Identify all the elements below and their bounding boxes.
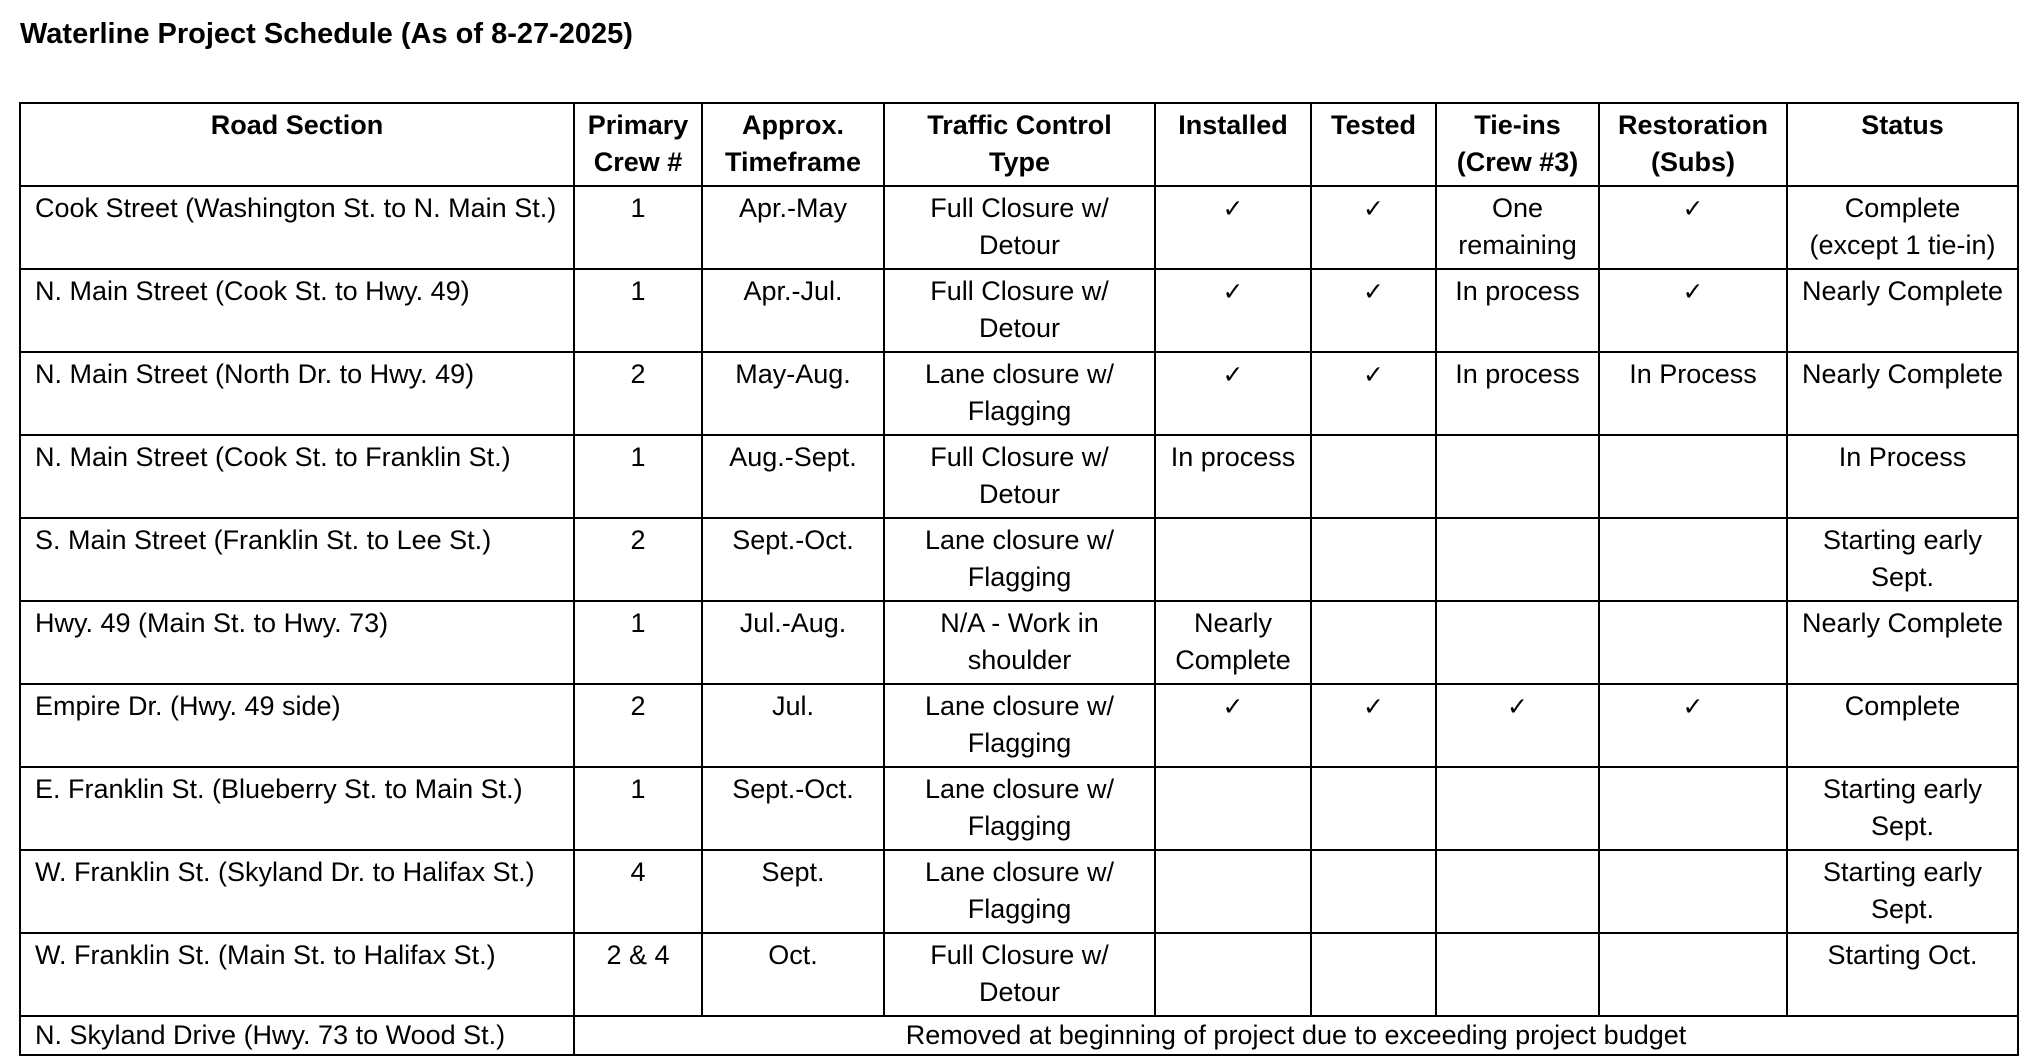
header-row (20, 103, 2018, 186)
crew-cell: 2 (574, 684, 702, 767)
road-section-cell: N. Main Street (Cook St. to Hwy. 49) (20, 269, 574, 352)
table-row (20, 186, 2018, 269)
road-section-cell: N. Main Street (Cook St. to Franklin St.) (20, 435, 574, 518)
column-header-road-section: Road Section (20, 103, 574, 186)
crew-cell: 1 (574, 186, 702, 269)
traffic-control-cell: Full Closure w/ Detour (884, 933, 1155, 1016)
traffic-control-cell: Lane closure w/ Flagging (884, 850, 1155, 933)
tie-ins-cell: In process (1436, 269, 1599, 352)
tested-cell (1311, 933, 1436, 1016)
restoration-cell (1599, 518, 1787, 601)
check-mark-icon: ✓ (1363, 194, 1384, 223)
restoration-cell (1599, 601, 1787, 684)
column-header-status: Status (1787, 103, 2018, 186)
restoration-cell (1599, 933, 1787, 1016)
timeframe-cell: Apr.-May (702, 186, 884, 269)
installed-cell (1155, 352, 1311, 435)
installed-cell (1155, 933, 1311, 1016)
tie-ins-cell (1436, 850, 1599, 933)
restoration-cell: In Process (1599, 352, 1787, 435)
traffic-control-cell: Full Closure w/ Detour (884, 186, 1155, 269)
installed-cell (1155, 684, 1311, 767)
column-header-timeframe: Approx. Timeframe (702, 103, 884, 186)
road-section-cell: E. Franklin St. (Blueberry St. to Main St.) (20, 767, 574, 850)
timeframe-cell: Sept.-Oct. (702, 767, 884, 850)
status-cell: Nearly Complete (1787, 352, 2018, 435)
timeframe-cell: May-Aug. (702, 352, 884, 435)
tested-cell (1311, 850, 1436, 933)
status-cell: Nearly Complete (1787, 269, 2018, 352)
check-mark-icon: ✓ (1363, 692, 1384, 721)
restoration-cell (1599, 435, 1787, 518)
road-section-cell: N. Main Street (North Dr. to Hwy. 49) (20, 352, 574, 435)
crew-cell: 1 (574, 767, 702, 850)
check-mark-icon: ✓ (1222, 360, 1244, 389)
status-cell: Complete (except 1 tie-in) (1787, 186, 2018, 269)
status-cell: Starting early Sept. (1787, 518, 2018, 601)
crew-cell: 2 (574, 518, 702, 601)
column-header-restoration: Restoration (Subs) (1599, 103, 1787, 186)
table-row (20, 269, 2018, 352)
timeframe-cell: Sept.-Oct. (702, 518, 884, 601)
tie-ins-cell: One remaining (1436, 186, 1599, 269)
tested-cell (1311, 518, 1436, 601)
tested-cell (1311, 684, 1436, 767)
tested-cell (1311, 601, 1436, 684)
timeframe-cell: Aug.-Sept. (702, 435, 884, 518)
tested-cell (1311, 186, 1436, 269)
installed-cell (1155, 767, 1311, 850)
restoration-cell (1599, 186, 1787, 269)
installed-cell (1155, 850, 1311, 933)
table-row (20, 767, 2018, 850)
status-cell: In Process (1787, 435, 2018, 518)
restoration-cell (1599, 767, 1787, 850)
road-section-cell: Cook Street (Washington St. to N. Main St.) (20, 186, 574, 269)
check-mark-icon: ✓ (1682, 692, 1704, 721)
timeframe-cell: Sept. (702, 850, 884, 933)
table-row (20, 684, 2018, 767)
tie-ins-cell (1436, 435, 1599, 518)
crew-cell: 1 (574, 435, 702, 518)
road-section-cell: S. Main Street (Franklin St. to Lee St.) (20, 518, 574, 601)
tested-cell (1311, 435, 1436, 518)
status-cell: Starting early Sept. (1787, 767, 2018, 850)
column-header-installed: Installed (1155, 103, 1311, 186)
table-row (20, 601, 2018, 684)
table-row (20, 933, 2018, 1016)
check-mark-icon: ✓ (1363, 360, 1384, 389)
check-mark-icon: ✓ (1682, 194, 1704, 223)
schedule-body (20, 186, 2018, 1055)
road-section-cell: W. Franklin St. (Skyland Dr. to Halifax St.) (20, 850, 574, 933)
crew-cell: 2 & 4 (574, 933, 702, 1016)
crew-cell: 2 (574, 352, 702, 435)
installed-cell (1155, 269, 1311, 352)
road-section-cell: Empire Dr. (Hwy. 49 side) (20, 684, 574, 767)
check-mark-icon: ✓ (1363, 277, 1384, 306)
table-row (20, 518, 2018, 601)
column-header-primary-crew: Primary Crew # (574, 103, 702, 186)
timeframe-cell: Oct. (702, 933, 884, 1016)
tie-ins-cell (1436, 684, 1599, 767)
road-section-cell: W. Franklin St. (Main St. to Halifax St.) (20, 933, 574, 1016)
status-cell: Complete (1787, 684, 2018, 767)
crew-cell: 4 (574, 850, 702, 933)
tie-ins-cell (1436, 601, 1599, 684)
removed-section-row (20, 1016, 2018, 1055)
installed-cell: Nearly Complete (1155, 601, 1311, 684)
removed-note-cell: Removed at beginning of project due to exceeding project budget (574, 1016, 2018, 1055)
check-mark-icon: ✓ (1222, 277, 1244, 306)
check-mark-icon: ✓ (1682, 277, 1704, 306)
traffic-control-cell: Lane closure w/ Flagging (884, 352, 1155, 435)
table-row (20, 435, 2018, 518)
crew-cell: 1 (574, 601, 702, 684)
check-mark-icon: ✓ (1222, 692, 1244, 721)
traffic-control-cell: Full Closure w/ Detour (884, 269, 1155, 352)
tested-cell (1311, 352, 1436, 435)
table-row (20, 850, 2018, 933)
traffic-control-cell: Full Closure w/ Detour (884, 435, 1155, 518)
traffic-control-cell: Lane closure w/ Flagging (884, 518, 1155, 601)
installed-cell (1155, 186, 1311, 269)
status-cell: Nearly Complete (1787, 601, 2018, 684)
restoration-cell (1599, 850, 1787, 933)
timeframe-cell: Apr.-Jul. (702, 269, 884, 352)
tie-ins-cell (1436, 767, 1599, 850)
road-section-cell: Hwy. 49 (Main St. to Hwy. 73) (20, 601, 574, 684)
column-header-traffic-control: Traffic Control Type (884, 103, 1155, 186)
traffic-control-cell: N/A - Work in shoulder (884, 601, 1155, 684)
timeframe-cell: Jul.-Aug. (702, 601, 884, 684)
crew-cell: 1 (574, 269, 702, 352)
column-header-tested: Tested (1311, 103, 1436, 186)
tie-ins-cell: In process (1436, 352, 1599, 435)
tie-ins-cell (1436, 518, 1599, 601)
road-section-cell: N. Skyland Drive (Hwy. 73 to Wood St.) (20, 1016, 574, 1055)
check-mark-icon: ✓ (1222, 194, 1244, 223)
tested-cell (1311, 767, 1436, 850)
installed-cell: In process (1155, 435, 1311, 518)
traffic-control-cell: Lane closure w/ Flagging (884, 684, 1155, 767)
check-mark-icon: ✓ (1507, 692, 1528, 721)
restoration-cell (1599, 684, 1787, 767)
column-header-tie-ins: Tie-ins (Crew #3) (1436, 103, 1599, 186)
table-row (20, 352, 2018, 435)
status-cell: Starting early Sept. (1787, 850, 2018, 933)
page-title: Waterline Project Schedule (As of 8-27-2025) (20, 18, 633, 50)
restoration-cell (1599, 269, 1787, 352)
tested-cell (1311, 269, 1436, 352)
traffic-control-cell: Lane closure w/ Flagging (884, 767, 1155, 850)
schedule-table (19, 102, 2019, 1056)
installed-cell (1155, 518, 1311, 601)
status-cell: Starting Oct. (1787, 933, 2018, 1016)
tie-ins-cell (1436, 933, 1599, 1016)
timeframe-cell: Jul. (702, 684, 884, 767)
